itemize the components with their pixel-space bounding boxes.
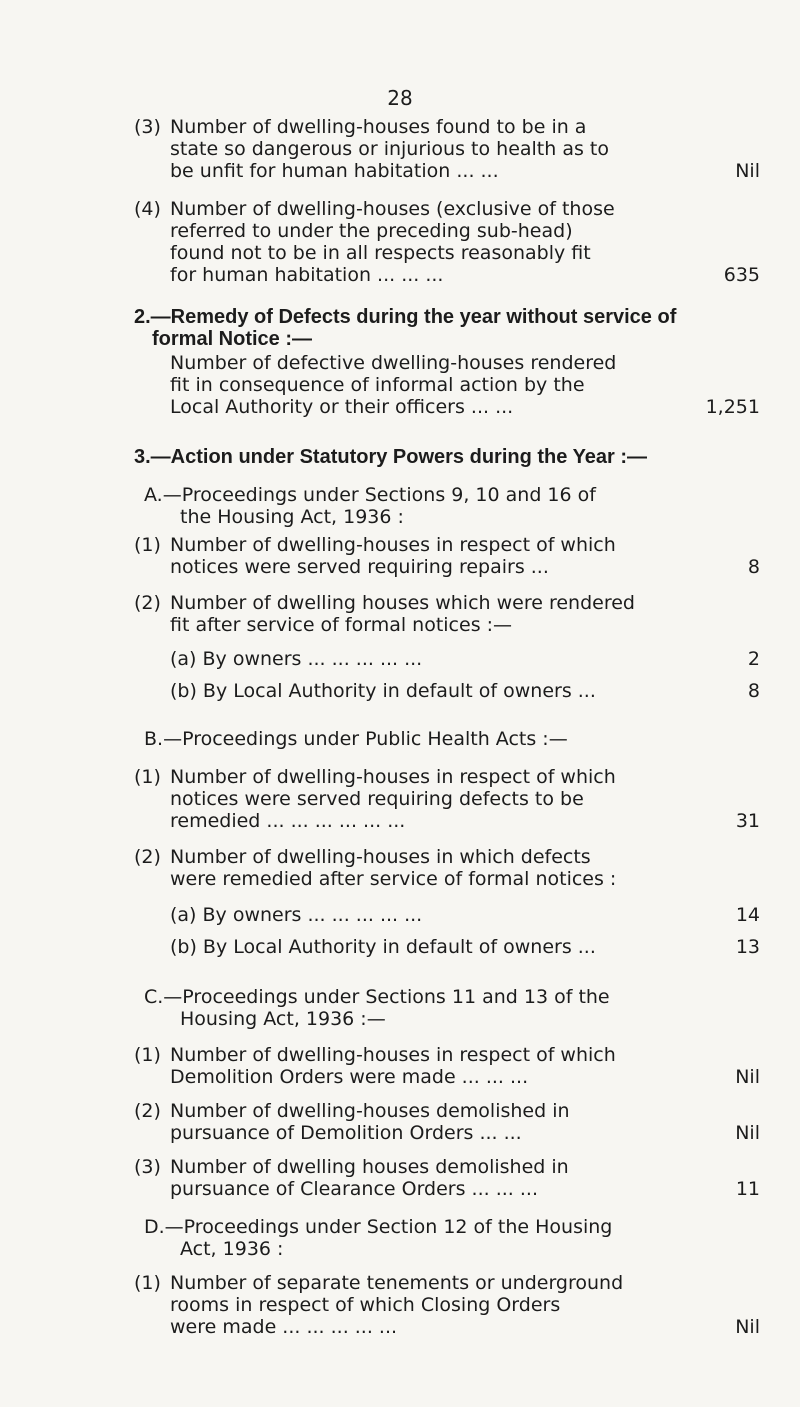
text-line: A.—Proceedings under Sections 9, 10 and 16 of (144, 484, 596, 506)
text-line: C.—Proceedings under Sections 11 and 13 of the (144, 986, 610, 1008)
item-text: (a) By owners ... ... ... ... ... (170, 904, 423, 926)
text-line: notices were served requiring repairs ... (170, 556, 549, 578)
text-line: Number of dwelling-houses in respect of which (170, 1044, 616, 1066)
text-line: found not to be in all respects reasonably fit (170, 242, 591, 264)
section-3-heading: 3.—Action under Statutory Powers during the Year :— (134, 446, 648, 468)
text-line: referred to under the preceding sub-head) (170, 220, 573, 242)
text-line: Number of dwelling-houses in which defects (170, 846, 591, 868)
page-number: 28 (387, 86, 413, 110)
item-value: 31 (735, 810, 760, 832)
text-line: Demolition Orders were made ... ... ... (170, 1066, 529, 1088)
item-value: 2 (747, 648, 760, 670)
item-number: (2) (134, 592, 161, 614)
item-value: Nil (735, 160, 760, 182)
subsection-d-heading (144, 1216, 800, 1260)
item-number: (1) (134, 1044, 161, 1066)
item-number: (1) (134, 534, 161, 556)
heading-line: 2.—Remedy of Defects during the year without service of (134, 306, 677, 328)
item-value: Nil (735, 1316, 760, 1338)
text-line: fit in consequence of informal action by the (170, 374, 585, 396)
item-value: 14 (735, 904, 760, 926)
text-line: for human habitation ... ... ... (170, 264, 444, 286)
text-line: rooms in respect of which Closing Orders (170, 1294, 561, 1316)
text-line: Number of dwelling-houses found to be in a (170, 116, 587, 138)
item-text (170, 1272, 710, 1338)
text-line: Housing Act, 1936 :— (180, 1008, 386, 1030)
item-value: 8 (747, 680, 760, 702)
item-text (170, 846, 710, 890)
text-line: Number of separate tenements or underground (170, 1272, 624, 1294)
text-line: state so dangerous or injurious to health as to (170, 138, 609, 160)
text-line: Number of defective dwelling-houses rendered (170, 352, 617, 374)
text-line: pursuance of Clearance Orders ... ... ... (170, 1178, 538, 1200)
text-line: Number of dwelling-houses demolished in (170, 1100, 570, 1122)
item-text (170, 1044, 710, 1088)
item-text (170, 352, 710, 418)
item-value: Nil (735, 1066, 760, 1088)
item-value: 8 (747, 556, 760, 578)
item-value: 13 (735, 936, 760, 958)
subsection-a-heading (144, 484, 800, 528)
text-line: Act, 1936 : (180, 1238, 284, 1260)
item-text (170, 198, 710, 286)
text-line: Local Authority or their officers ... ... (170, 396, 514, 418)
item-number: (2) (134, 1100, 161, 1122)
subsection-c-heading (144, 986, 800, 1030)
item-value: 1,251 (705, 396, 760, 418)
item-text (170, 766, 710, 832)
item-text (170, 534, 710, 578)
item-value: Nil (735, 1122, 760, 1144)
item-number: (3) (134, 1156, 161, 1178)
text-line: fit after service of formal notices :— (170, 614, 513, 636)
item-text: (b) By Local Authority in default of owners ... (170, 680, 596, 702)
text-line: Number of dwelling-houses in respect of which (170, 534, 616, 556)
text-line: remedied ... ... ... ... ... ... (170, 810, 406, 832)
item-number: (4) (134, 198, 161, 220)
item-value: 11 (735, 1178, 760, 1200)
text-line: pursuance of Demolition Orders ... ... (170, 1122, 522, 1144)
item-text (170, 1100, 710, 1144)
item-text (170, 1156, 710, 1200)
text-line: were remedied after service of formal notices : (170, 868, 617, 890)
item-number: (2) (134, 846, 161, 868)
item-number: (3) (134, 116, 161, 138)
text-line: notices were served requiring defects to be (170, 788, 584, 810)
item-text (170, 592, 710, 636)
text-line: the Housing Act, 1936 : (180, 506, 404, 528)
heading-line: formal Notice :— (152, 328, 313, 350)
item-text (170, 116, 710, 182)
item-text: (a) By owners ... ... ... ... ... (170, 648, 423, 670)
text-line: Number of dwelling houses demolished in (170, 1156, 569, 1178)
text-line: D.—Proceedings under Section 12 of the Housing (144, 1216, 613, 1238)
text-line: Number of dwelling-houses in respect of which (170, 766, 616, 788)
text-line: Number of dwelling-houses (exclusive of those (170, 198, 615, 220)
item-text: (b) By Local Authority in default of owners ... (170, 936, 596, 958)
text-line: were made ... ... ... ... ... (170, 1316, 398, 1338)
subsection-b-heading: B.—Proceedings under Public Health Acts :— (144, 728, 568, 750)
item-number: (1) (134, 766, 161, 788)
text-line: Number of dwelling houses which were rendered (170, 592, 635, 614)
section-2-heading (134, 306, 754, 350)
item-value: 635 (723, 264, 760, 286)
text-line: be unfit for human habitation ... ... (170, 160, 499, 182)
item-number: (1) (134, 1272, 161, 1294)
